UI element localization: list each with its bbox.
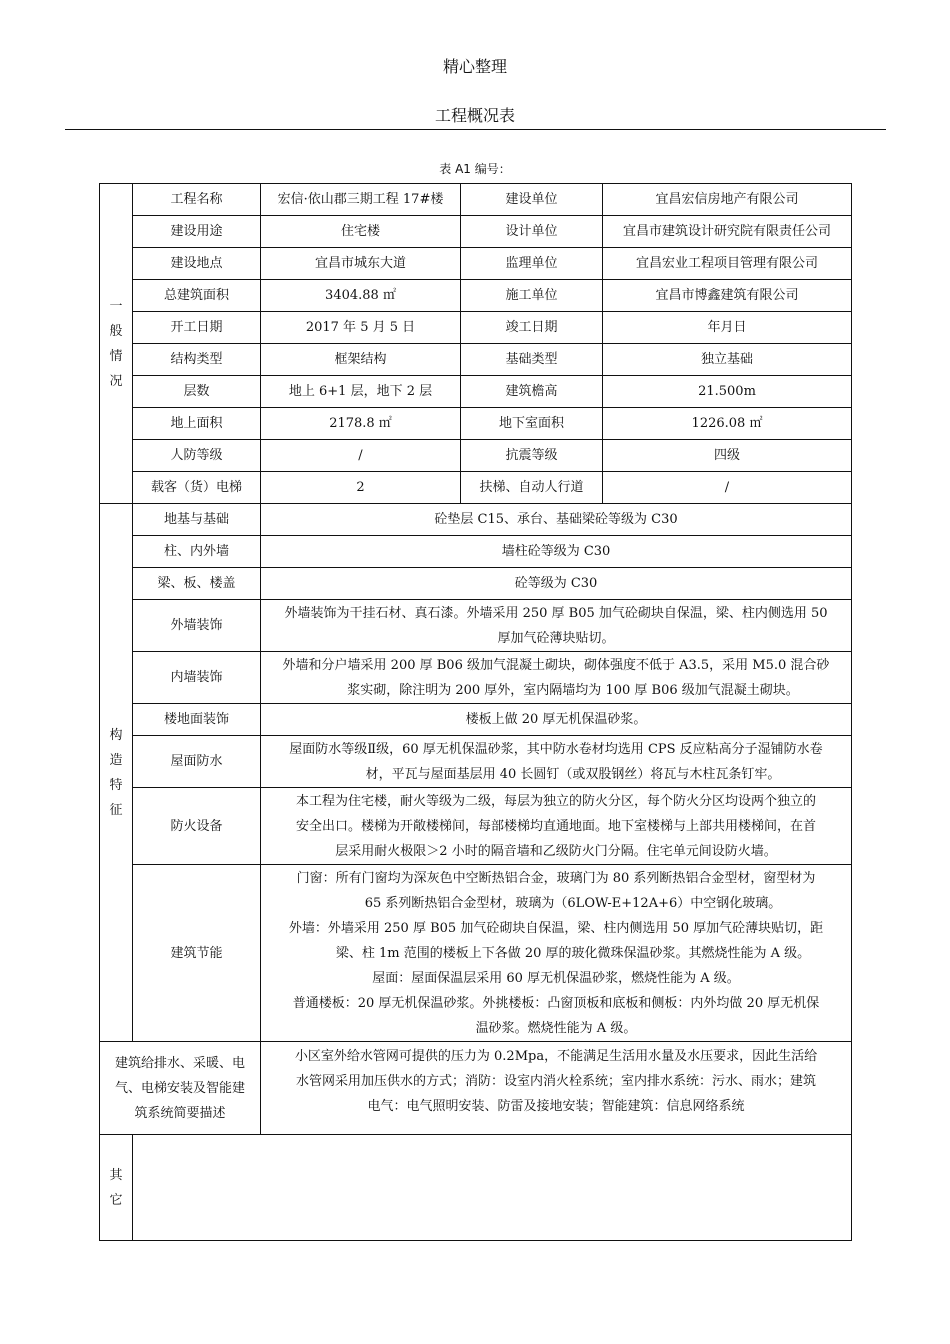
field-label: 地上面积 [133,408,261,440]
services-line: 水管网采用加压供水的方式；消防：设室内消火栓系统；室内排水系统：污水、雨水；建筑 [295,1074,816,1089]
int-wall-line: 外墙和分户墙采用 200 厚 B06 级加气混凝土砌块，砌体强度不低于 A3.5，采用 M5.0 混合砂 [282,657,830,673]
services-section [100,1042,852,1135]
floor-value: 楼板上做 20 厚无机保温砂浆。 [261,704,852,736]
field-label: 扶梯、自动人行道 [461,472,603,504]
page-header: 精心整理 [442,57,507,76]
general-row [100,216,852,248]
field-value: 宜昌市博鑫建筑有限公司 [603,280,852,312]
others-value [133,1135,852,1241]
field-value: 宜昌宏业工程项目管理有限公司 [603,248,852,280]
field-label: 地下室面积 [461,408,603,440]
energy-line: 外墙：外墙采用 250 厚 B05 加气砼砌块自保温，梁、柱内侧选用 50 厚加气砼薄块贴切，距 [288,920,824,936]
field-value: 宏信·依山郡三期工程 17#楼 [261,184,461,216]
ext-wall-line: 外墙装饰为干挂石材、真石漆。外墙采用 250 厚 B05 加气砼砌块自保温，梁、柱内侧选用 50 [284,605,828,621]
field-value: 2178.8 ㎡ [261,408,461,440]
field-label: 建设单位 [461,184,603,216]
field-label: 施工单位 [461,280,603,312]
energy-line: 屋面：屋面保温层采用 60 厚无机保温砂浆，燃烧性能为 A 级。 [372,970,740,986]
others-char: 它 [109,1192,123,1208]
int-wall-line: 浆实砌，除注明为 200 厚外，室内隔墙均为 100 厚 B06 级加气混凝土砌块。 [347,682,799,698]
ext-wall-value [261,600,852,652]
field-label: 抗震等级 [461,440,603,472]
section-char: 一 [109,298,123,314]
energy-line: 门窗：所有门窗均为深灰色中空断热铝合金，玻璃门为 80 系列断热铝合金型材，窗型材为 [296,870,816,886]
section-char: 造 [109,752,123,768]
field-label: 设计单位 [461,216,603,248]
field-label: 人防等级 [133,440,261,472]
field-label: 工程名称 [133,184,261,216]
field-value: 地上 6+1 层，地下 2 层 [261,376,461,408]
services-label [100,1042,261,1135]
field-label: 建筑檐高 [461,376,603,408]
ext-wall-label: 外墙装饰 [133,600,261,652]
beam-value: 砼等级为 C30 [261,568,852,600]
field-label: 建设地点 [133,248,261,280]
general-row [100,312,852,344]
general-section-label [100,184,133,504]
services-value [261,1042,852,1135]
section-char: 情 [109,348,123,364]
field-label: 监理单位 [461,248,603,280]
field-value: / [261,440,461,472]
int-wall-value [261,652,852,704]
field-value: 独立基础 [603,344,852,376]
general-row [100,408,852,440]
header-divider [65,129,886,130]
others-label [100,1135,133,1241]
field-value: 住宅楼 [261,216,461,248]
general-section [100,184,852,504]
field-label: 载客（货）电梯 [133,472,261,504]
fire-label: 防火设备 [133,788,261,865]
field-label: 竣工日期 [461,312,603,344]
floor-label: 楼地面装饰 [133,704,261,736]
general-row [100,184,852,216]
general-row [100,344,852,376]
field-value: 2017 年 5 月 5 日 [261,312,461,344]
others-section [100,1135,852,1241]
field-label: 建设用途 [133,216,261,248]
page-title: 工程概况表 [434,106,515,125]
section-char: 特 [109,777,123,793]
services-label-line: 筑系统简要描述 [134,1105,226,1121]
foundation-value: 砼垫层 C15、承台、基础梁砼等级为 C30 [261,504,852,536]
services-line: 电气：电气照明安装、防雷及接地安装；智能建筑：信息网络系统 [367,1099,745,1114]
fire-value [261,788,852,865]
section-char: 况 [109,373,123,389]
column-label: 柱、内外墙 [133,536,261,568]
field-value: 3404.88 ㎡ [261,280,461,312]
roof-label: 屋面防水 [133,736,261,788]
ext-wall-line: 厚加气砼薄块贴切。 [497,630,615,646]
field-value: 宜昌宏信房地产有限公司 [603,184,852,216]
field-value: 1226.08 ㎡ [603,408,852,440]
field-value: 2 [261,472,461,504]
field-label: 开工日期 [133,312,261,344]
energy-label: 建筑节能 [133,865,261,1042]
general-row [100,472,852,504]
column-value: 墙柱砼等级为 C30 [261,536,852,568]
energy-line: 普通楼板：20 厚无机保温砂浆。外挑楼板：凸窗顶板和底板和侧板：内外均做 20 厚无机保 [292,995,820,1011]
section-char: 征 [109,802,123,818]
fire-line: 层采用耐火极限＞2 小时的隔音墙和乙级防火门分隔。住宅单元间设防火墙。 [335,843,777,859]
table-number: 表 A1 编号： [439,162,511,176]
field-label: 基础类型 [461,344,603,376]
energy-line: 温砂浆。燃烧性能为 A 级。 [475,1020,637,1036]
section-char: 般 [109,323,123,339]
services-label-line: 气、电梯安装及智能建 [114,1080,245,1096]
beam-label: 梁、板、楼盖 [133,568,261,600]
section-char: 构 [109,727,123,743]
fire-line: 本工程为住宅楼，耐火等级为二级，每层为独立的防火分区，每个防火分区均设两个独立的 [295,793,816,809]
field-label: 总建筑面积 [133,280,261,312]
field-value: / [603,472,852,504]
field-label: 层数 [133,376,261,408]
construction-section-label [100,504,133,1042]
roof-line: 材，平瓦与屋面基层用 40 长圆钉（或双股钢丝）将瓦与木柱瓦条钉牢。 [365,766,781,782]
energy-value [261,865,852,1042]
field-label: 结构类型 [133,344,261,376]
field-value: 宜昌市建筑设计研究院有限责任公司 [603,216,852,248]
construction-section [100,504,852,1042]
roof-line: 屋面防水等级Ⅱ级，60 厚无机保温砂浆，其中防水卷材均选用 CPS 反应粘高分子湿铺防水卷 [289,741,823,757]
field-value: 宜昌市城东大道 [261,248,461,280]
energy-line: 65 系列断热铝合金型材，玻璃为（6LOW-E+12A+6）中空钢化玻璃。 [364,895,782,911]
roof-value [261,736,852,788]
general-row [100,376,852,408]
services-label-line: 建筑给排水、采暖、电 [114,1055,245,1071]
fire-line: 安全出口。楼梯为开敞楼梯间，每部楼梯均直通地面。地下室楼梯与上部共用楼梯间，在首 [295,818,816,834]
field-value: 框架结构 [261,344,461,376]
energy-line: 梁、柱 1m 范围的楼板上下各做 20 厚的玻化微珠保温砂浆。其燃烧性能为 A 级。 [335,945,811,961]
int-wall-label: 内墙装饰 [133,652,261,704]
general-row [100,440,852,472]
field-value: 21.500m [603,376,852,408]
others-char: 其 [109,1167,123,1183]
services-line: 小区室外给水管网可提供的压力为 0.2Mpa，不能满足生活用水量及水压要求，因此生活给 [294,1049,818,1064]
general-row [100,280,852,312]
field-value: 年月日 [603,312,852,344]
foundation-label: 地基与基础 [133,504,261,536]
field-value: 四级 [603,440,852,472]
project-overview-table [99,183,852,1241]
general-row [100,248,852,280]
